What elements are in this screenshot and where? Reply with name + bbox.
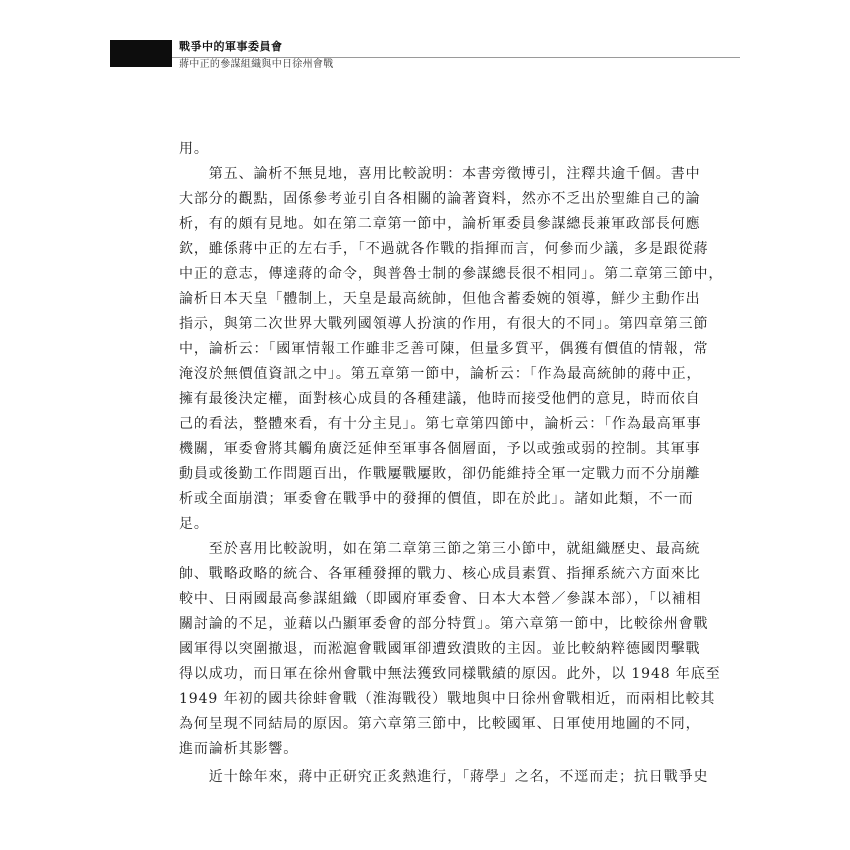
- header-divider: [172, 57, 740, 58]
- header-black-block: [110, 40, 172, 67]
- body-line: 論析日本天皇「體制上，天皇是最高統帥，但他含蓄委婉的領導，鮮少主動作出: [179, 291, 701, 307]
- body-line: 至於喜用比較說明，如在第二章第三節之第三小節中，就組織歷史、最高統: [179, 541, 701, 557]
- running-header-title: 戰爭中的軍事委員會: [179, 40, 283, 53]
- body-line: 用。: [179, 141, 209, 157]
- body-line: 析或全面崩潰；軍委會在戰爭中的發揮的價值，即在於此」。諸如此類，不一而: [179, 491, 694, 507]
- body-line: 欽，雖係蔣中正的左右手，「不過就各作戰的指揮而言，何參而少議，多是跟從蔣: [179, 241, 709, 257]
- body-line: 近十餘年來，蔣中正研究正炙熱進行，「蔣學」之名，不逕而走；抗日戰爭史: [179, 769, 709, 785]
- body-line: 機關，軍委會將其觸角廣泛延伸至軍事各個層面，予以或強或弱的控制。其軍事: [179, 441, 701, 457]
- body-line: 己的看法，整體來看，有十分主見」。第七章第四節中，論析云：「作為最高軍事: [179, 416, 702, 432]
- body-line: 中，論析云：「國軍情報工作雖非乏善可陳，但量多質平，偶獲有價值的情報，常: [179, 341, 709, 357]
- body-line: 國軍得以突圍撤退，而淞滬會戰國軍卻遭致潰敗的主因。並比較納粹德國閃擊戰: [179, 641, 701, 657]
- body-line: 較中、日兩國最高參謀組織（即國府軍委會、日本大本營／參謀本部），「以補相: [179, 591, 702, 607]
- body-line: 大部分的觀點，固係參考並引自各相關的論著資料，然亦不乏出於聖維自己的論: [179, 191, 701, 207]
- body-line: 1949 年初的國共徐蚌會戰（淮海戰役）戰地與中日徐州會戰相近，而兩相比較其: [179, 691, 716, 707]
- body-line: 擁有最後決定權，面對核心成員的各種建議，他時而接受他們的意見，時而依自: [179, 391, 701, 407]
- body-line: 為何呈現不同結局的原因。第六章第三節中，比較國軍、日軍使用地圖的不同，: [179, 716, 701, 732]
- body-line: 第五、論析不無見地，喜用比較說明：本書旁徵博引，注釋共逾千個。書中: [179, 166, 701, 182]
- body-line: 關討論的不足，並藉以凸顯軍委會的部分特質」。第六章第一節中，比較徐州會戰: [179, 616, 709, 632]
- body-line: 動員或後勤工作問題百出，作戰屢戰屢敗，卻仍能維持全軍一定戰力而不分崩離: [179, 466, 701, 482]
- body-line: 進而論析其影響。: [179, 741, 299, 757]
- body-line: 中正的意志，傳達蔣的命令，與普魯士制的參謀總長很不相同」。第二章第三節中，: [179, 266, 724, 282]
- body-line: 指示，與第二次世界大戰列國領導人扮演的作用，有很大的不同」。第四章第三節: [179, 316, 709, 332]
- running-header-subtitle: 蔣中正的參謀組織與中日徐州會戰: [179, 59, 334, 70]
- body-line: 淹沒於無價值資訊之中」。第五章第一節中，論析云：「作為最高統帥的蔣中正，: [179, 366, 702, 382]
- body-line: 得以成功，而日軍在徐州會戰中無法獲致同樣戰績的原因。此外，以 1948 年底至: [179, 666, 721, 682]
- body-line: 析，有的頗有見地。如在第二章第一節中，論析軍委員參謀總長兼軍政部長何應: [179, 216, 701, 232]
- body-line: 帥、戰略政略的統合、各軍種發揮的戰力、核心成員素質、指揮系統六方面來比: [179, 566, 701, 582]
- body-line: 足。: [179, 516, 209, 532]
